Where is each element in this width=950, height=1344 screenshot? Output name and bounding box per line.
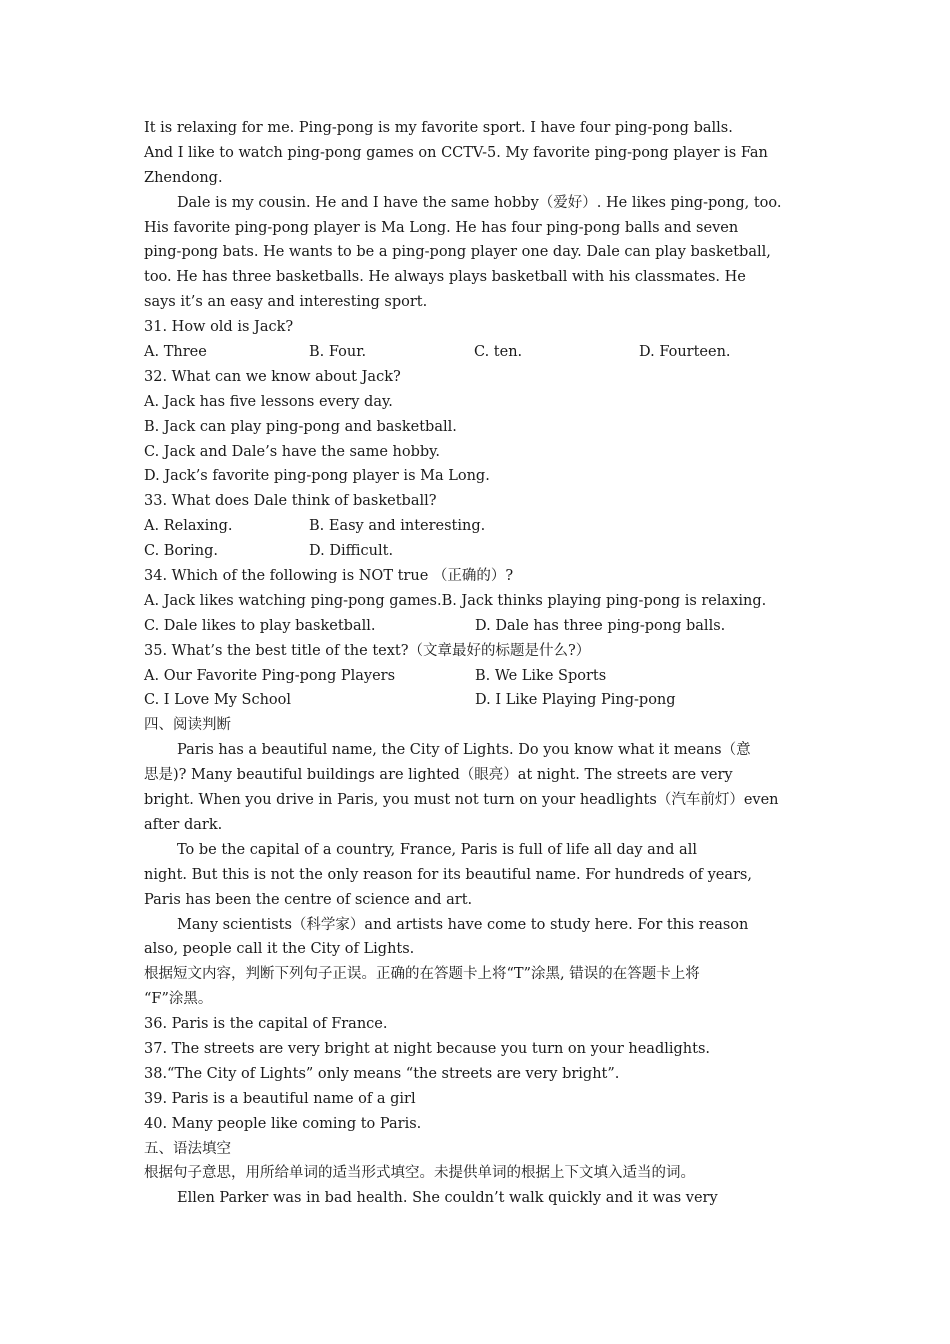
- options-row: [144, 664, 859, 689]
- option-b: B. Easy and interesting.: [309, 518, 486, 535]
- document-page: [144, 116, 859, 1211]
- passage-line: also, people call it the City of Lights.: [144, 941, 415, 958]
- option-b: B. Four.: [309, 344, 367, 361]
- passage-line: night. But this is not the only reason for its beautiful name. For hundreds of years,: [144, 866, 752, 883]
- option-d: D. Fourteen.: [639, 344, 731, 361]
- question-34: [144, 564, 859, 639]
- option-a: A. Jack has five lessons every day.: [144, 393, 393, 410]
- section-heading: 四、阅读判断: [144, 717, 231, 734]
- passage-line: Ellen Parker was in bad health. She couldn’t walk quickly and it was very: [177, 1190, 718, 1207]
- question-stem: 32. What can we know about Jack?: [144, 368, 401, 385]
- passage-line: too. He has three basketballs. He always plays basketball with his classmates. He: [144, 269, 746, 286]
- question-32: [144, 365, 859, 489]
- passage-line: 思是)? Many beautiful buildings are lighted（眼亮）at night. The streets are very: [144, 767, 733, 784]
- judgement-item: 40. Many people like coming to Paris.: [144, 1115, 422, 1132]
- passage-line: bright. When you drive in Paris, you must not turn on your headlights（汽车前灯）even: [144, 792, 779, 809]
- question-stem: 35. What’s the best title of the text?（文章最好的标题是什么?）: [144, 642, 591, 659]
- passage-line: Many scientists（科学家）and artists have come to study here. For this reason: [177, 916, 749, 933]
- instruction-line: 根据短文内容，判断下列句子正误。正确的在答题卡上将“T”涂黑, 错误的在答题卡上将: [144, 966, 700, 983]
- options-row: [144, 539, 859, 564]
- options-row: [144, 514, 859, 539]
- option-a: A. Jack likes watching ping-pong games.: [144, 592, 442, 609]
- option-a: A. Three: [144, 344, 207, 361]
- passage-line: To be the capital of a country, France, Paris is full of life all day and all: [177, 841, 697, 858]
- option-c: C. Jack and Dale’s have the same hobby.: [144, 443, 441, 460]
- question-31: [144, 315, 859, 365]
- instruction-line: 根据句子意思，用所给单词的适当形式填空。未提供单词的根据上下文填入适当的词。: [144, 1165, 695, 1182]
- section-grammar-fill: [144, 1137, 859, 1212]
- question-stem: 31. How old is Jack?: [144, 319, 294, 336]
- option-a: A. Our Favorite Ping-pong Players: [144, 667, 396, 684]
- passage-line: Paris has a beautiful name, the City of Lights. Do you know what it means（意: [177, 742, 751, 759]
- option-b: B. We Like Sports: [475, 667, 607, 684]
- reading-passage-jack: [144, 116, 859, 315]
- option-d: D. Jack’s favorite ping-pong player is Ma Long.: [144, 468, 490, 485]
- instruction-line: “F”涂黑。: [144, 991, 213, 1008]
- passage-line: says it’s an easy and interesting sport.: [144, 294, 428, 311]
- question-stem: 34. Which of the following is NOT true （正确的）?: [144, 568, 514, 585]
- option-c: C. Boring.: [144, 543, 218, 560]
- section-heading: 五、语法填空: [144, 1140, 231, 1157]
- judgement-item: 39. Paris is a beautiful name of a girl: [144, 1090, 416, 1107]
- passage-line: ping-pong bats. He wants to be a ping-pong player one day. Dale can play basketball,: [144, 244, 771, 261]
- options-row: [144, 688, 859, 713]
- question-stem: 33. What does Dale think of basketball?: [144, 493, 437, 510]
- passage-line: And I like to watch ping-pong games on CCTV-5. My favorite ping-pong player is Fan: [144, 144, 768, 161]
- option-a: A. Relaxing.: [144, 518, 233, 535]
- option-b: B. Jack can play ping-pong and basketball.: [144, 418, 457, 435]
- option-c: C. ten.: [474, 344, 523, 361]
- question-33: [144, 489, 859, 564]
- options-row: [144, 614, 859, 639]
- option-b: B. Jack thinks playing ping-pong is relaxing.: [441, 592, 767, 609]
- option-d: D. Difficult.: [309, 543, 394, 560]
- option-c: C. Dale likes to play basketball.: [144, 617, 376, 634]
- question-35: [144, 639, 859, 714]
- option-c: C. I Love My School: [144, 692, 292, 709]
- judgement-item: 37. The streets are very bright at night because you turn on your headlights.: [144, 1040, 711, 1057]
- judgement-item: 36. Paris is the capital of France.: [144, 1016, 388, 1033]
- passage-line: His favorite ping-pong player is Ma Long. He has four ping-pong balls and seven: [144, 219, 739, 236]
- section-reading-judgement: [144, 713, 859, 1136]
- passage-line: Dale is my cousin. He and I have the same hobby（爱好）. He likes ping-pong, too.: [177, 194, 782, 211]
- passage-line: Zhendong.: [144, 169, 223, 186]
- options-row: [144, 340, 859, 365]
- passage-line: Paris has been the centre of science and art.: [144, 891, 473, 908]
- judgement-item: 38.“The City of Lights” only means “the streets are very bright”.: [144, 1065, 620, 1082]
- option-d: D. I Like Playing Ping-pong: [475, 692, 676, 709]
- passage-line: after dark.: [144, 816, 223, 833]
- options-row: [144, 589, 859, 614]
- option-d: D. Dale has three ping-pong balls.: [475, 617, 726, 634]
- passage-line: It is relaxing for me. Ping-pong is my favorite sport. I have four ping-pong balls.: [144, 120, 733, 136]
